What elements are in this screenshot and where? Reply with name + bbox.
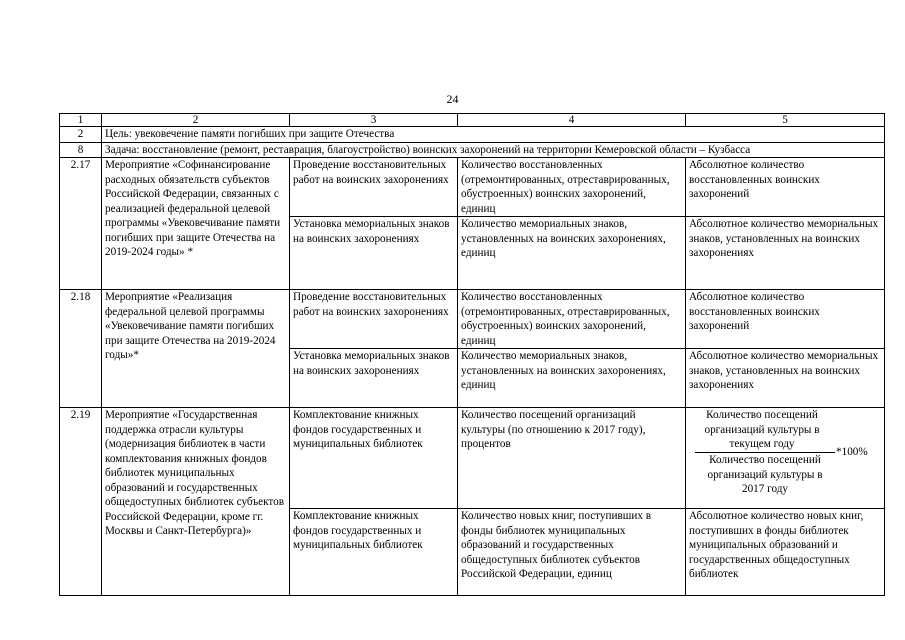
- table-row: [60, 408, 885, 509]
- table-header-row: [60, 114, 885, 127]
- method-cell: Абсолютное количество мемориальных знаков, установленных на воинских захоронениях: [686, 217, 885, 290]
- indicator-cell: Количество посещений организаций культуры (по отношению к 2017 году), процентов: [458, 408, 686, 509]
- indicator-cell: Количество восстановленных (отремонтированных, отреставрированных, обустроенных) воинских захоронений, единиц: [458, 290, 686, 349]
- row-number: 2: [60, 127, 102, 143]
- result-cell: Установка мемориальных знаков на воинских захоронениях: [290, 217, 458, 290]
- formula-denominator: Количество посещений организаций культуры в 2017 году: [707, 454, 823, 495]
- event-cell: Мероприятие «Реализация федеральной целевой программы «Увековечивание памяти погибших при защите Отечества на 2019-2024 годы»*: [102, 290, 290, 408]
- result-cell: Проведение восстановительных работ на воинских захоронениях: [290, 290, 458, 349]
- indicator-cell: Количество мемориальных знаков, установленных на воинских захоронениях, единиц: [458, 349, 686, 408]
- task-row: [60, 142, 885, 158]
- column-number-5: 5: [686, 114, 885, 127]
- indicator-cell: Количество мемориальных знаков, установленных на воинских захоронениях, единиц: [458, 217, 686, 290]
- visits-formula: [689, 408, 881, 496]
- goal-row: [60, 127, 885, 143]
- result-cell: Комплектование книжных фондов государственных и муниципальных библиотек: [290, 509, 458, 596]
- method-cell: Абсолютное количество восстановленных воинских захоронений: [686, 158, 885, 217]
- page-number: 24: [446, 92, 459, 106]
- column-number-4: 4: [458, 114, 686, 127]
- column-number-3: 3: [290, 114, 458, 127]
- result-cell: Установка мемориальных знаков на воинских захоронениях: [290, 349, 458, 408]
- table-row: [60, 290, 885, 349]
- event-cell: Мероприятие «Софинансирование расходных обязательств субъектов Российской Федерации, связанных с реализацией федеральной целевой программы «Увековечивание памяти погибших при защите Отечества на 2019-2024 годы» *: [102, 158, 290, 290]
- column-number-1: 1: [60, 114, 102, 127]
- indicator-cell: Количество восстановленных (отремонтированных, отреставрированных, обустроенных) воинских захоронений, единиц: [458, 158, 686, 217]
- column-number-2: 2: [102, 114, 290, 127]
- row-number: 2.19: [60, 408, 102, 596]
- formula-numerator: Количество посещений организаций культуры в текущем году: [704, 409, 820, 450]
- task-text: Задача: восстановление (ремонт, реставрация, благоустройство) воинских захоронений на территории Кемеровской области – Кузбасса: [102, 142, 885, 158]
- result-cell: Проведение восстановительных работ на воинских захоронениях: [290, 158, 458, 217]
- method-cell: Абсолютное количество новых книг, поступивших в фонды библиотек муниципальных образований и государственных общедоступных библиотек: [686, 509, 885, 596]
- row-number: 2.18: [60, 290, 102, 408]
- method-cell: Абсолютное количество мемориальных знаков, установленных на воинских захоронениях: [686, 349, 885, 408]
- result-cell: Комплектование книжных фондов государственных и муниципальных библиотек: [290, 408, 458, 509]
- goal-text: Цель: увековечение памяти погибших при защите Отечества: [102, 127, 885, 143]
- table-row: [60, 158, 885, 217]
- measures-table: [59, 113, 885, 596]
- event-cell: Мероприятие «Государственная поддержка отрасли культуры (модернизация библиотек в части комплектования книжных фондов библиотек муниципальных образований и государственных общедоступных библиотек субъектов Российской Федерации, кроме гг. Москвы и Санкт-Петербурга)»: [102, 408, 290, 596]
- indicator-cell: Количество новых книг, поступивших в фонды библиотек муниципальных образований и государственных общедоступных библиотек субъектов Российской Федерации, единиц: [458, 509, 686, 596]
- row-number: 2.17: [60, 158, 102, 290]
- formula-cell: [686, 408, 885, 509]
- formula-multiplier: *100%: [836, 446, 868, 458]
- method-cell: Абсолютное количество восстановленных воинских захоронений: [686, 290, 885, 349]
- row-number: 8: [60, 142, 102, 158]
